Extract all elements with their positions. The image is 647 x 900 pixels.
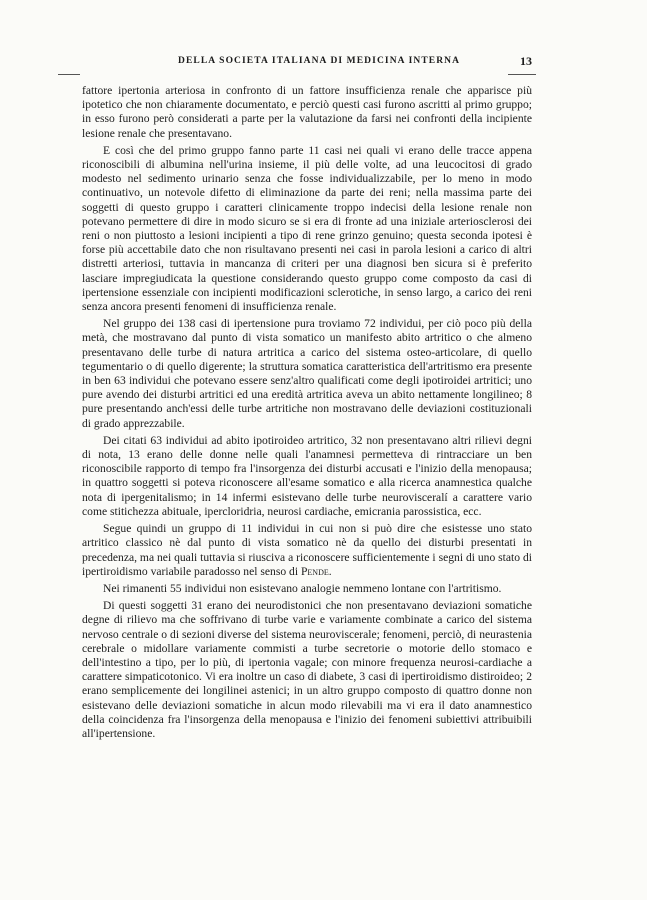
paragraph-6: Nei rimanenti 55 individui non esistevano analogie nemmeno lontane con l'artritismo. — [103, 581, 502, 595]
paragraph-5 — [82, 522, 532, 579]
paragraph-4: Dei citati 63 individui ad abito ipotiroideo artritico, 32 non presentavano altri rilievi degni di nota, 13 erano delle donne nelle quali l'anamnesi permetteva di rintracciare un ben riconoscibile rapporto di tempo fra l'insorgenza dei disturbi accusati e l'inizio della menopausa; in quattro soggetti si poteva riconoscere all'esame somatico e alla ricerca anamnestica qualche nota di ipergenitalismo; in 14 infermi esistevano delle turbe neurovisceralí a carattere vario come stitichezza abituale, ipercloridria, neurosi cardiache, emicrania parossistica, ecc. — [82, 433, 532, 518]
paragraph-1: fattore ipertonia arteriosa in confronto di un fattore insufficienza renale che apparisce più ipotetico che non chiaramente documentato, e perciò questi casi furono ascritti al primo gruppo; in esso furono però considerati a parte per la valutazione da farsi nei confronti della incipiente lesione renale che presentavano. — [82, 84, 532, 140]
header-rule-right — [508, 74, 536, 75]
header-rule-left — [58, 74, 80, 75]
author-reference: Pende. — [300, 564, 332, 578]
page-number: 13 — [520, 54, 532, 68]
running-header — [82, 56, 532, 72]
body-text — [82, 84, 532, 744]
paragraph-2: E così che del primo gruppo fanno parte 11 casi nei quali vi erano delle tracce appena riconoscibili di albumina nell'urina insieme, il più delle volte, ad una leucocitosi di grado modesto nel sedimento urinario senza che fosse individualizzabile, per lo meno in modo continuativo, un notevole difetto di eliminazione da parte dei reni; nella massima parte dei soggetti di questo gruppo i caratteri clinicamente troppo indecisi della lesione renale non potevano permettere di dire in modo sicuro se si era di fronte ad una iniziale arteriosclerosi dei reni o non piuttosto a lesioni incipienti a tipo di rene grinzo genuino; questa seconda ipotesi è forse più accettabile dato che non risultavano presenti nei casi in parola lesioni a carico di altri distretti arteriosi, tuttavia in mancanza di criteri per una diagnosi ben sicura si è preferito lasciare impregiudicata la questione considerando questo gruppo come composto da casi di ipertensione essenziale con incipienti modificazioni sclerotiche, in senso largo, a carico dei reni senza ancora presenti fenomeni di insufficienza renale. — [82, 143, 532, 314]
paragraph-5-text: Segue quindi un gruppo di 11 individui in cui non si può dire che esistesse uno stato artritico classico nè dal punto di vista somatico nè da quello dei disturbi presentati in precedenza, ma nei quali tuttavia si riusciva a riconoscere sufficientemente i segni di uno stato di ipertiroidismo variabile paradosso nel senso di — [82, 522, 532, 578]
paragraph-3: Nel gruppo dei 138 casi di ipertensione pura troviamo 72 individui, per ciò poco più della metà, che mostravano dal punto di vista somatico un manifesto abito artritico o che almeno presentavano delle turbe di natura artritica a carico del sistema osteo-articolare, di quello tegumentario o di quello digerente; la struttura somatica caratteristica dell'artritismo era presente in ben 63 individui che potevano essere senz'altro qualificati come degli ipotiroidei artritici; uno pure avendo dei disturbi artritici ed una eredità artritica aveva un abito nettamente longilineo; 8 pure presentando anch'essi delle turbe artritiche non mostravano delle deviazioni costituzionali di grado apprezzabile. — [82, 317, 532, 430]
paragraph-7: Di questi soggetti 31 erano dei neurodistonici che non presentavano deviazioni somatiche degne di rilievo ma che soffrivano di turbe varie e variamente combinate a carico del sistema nervoso centrale o di sezioni diverse del sistema neuroviscerale; fenomeni, perciò, di neurastenia cerebrale o midollare variamente commisti a turbe secretorie o motorie dello stomaco e dell'intestino a tipo, per lo più, di ipertonia vagale; con minore frequenza neurosi-cardiache a carattere simpaticotonico. Vi era inoltre un caso di diabete, 3 casi di ipertiroidismo distiroideo; 2 erano semplicemente dei longilinei astenici; in un altro gruppo composto di quattro donne non esistevano delle deviazioni somatiche in alcun modo rilevabili ma vi era il dato anamnestico della coincidenza fra l'insorgenza della menopausa e l'inizio dei fenomeni subiettivi attribuibili all'ipertensione. — [82, 599, 532, 740]
header-title: DELLA SOCIETA ITALIANA DI MEDICINA INTERNA — [178, 56, 461, 66]
